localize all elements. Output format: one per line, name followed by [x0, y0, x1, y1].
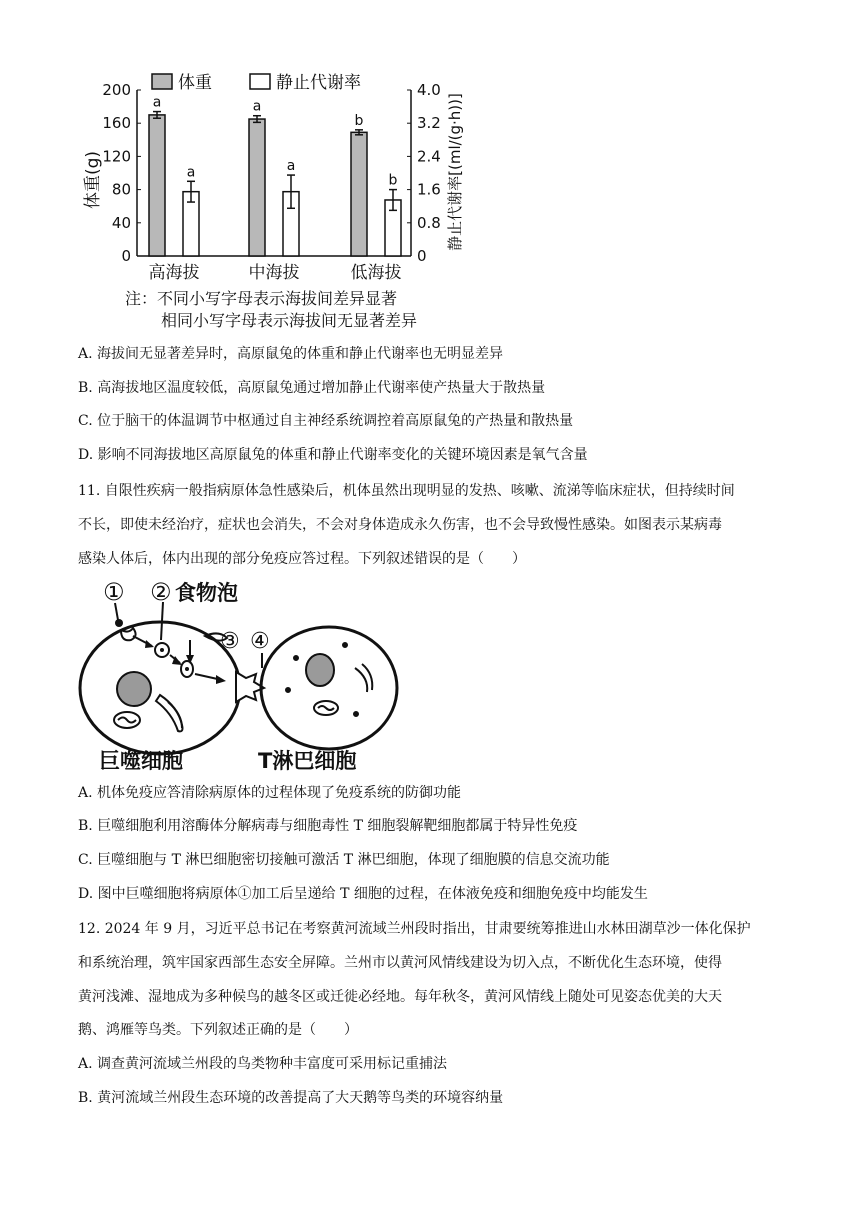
marker-4: ④ — [250, 629, 270, 654]
q10-option-d: D. 影响不同海拔地区高原鼠兔的体重和静止代谢率变化的关键环境因素是氧气含量 — [78, 447, 588, 463]
y-tick-label-left: 80 — [111, 180, 131, 199]
q11-option-b: B. 巨噬细胞利用溶酶体分解病毒与细胞毒性 T 细胞裂解靶细胞都属于特异性免疫 — [78, 818, 578, 834]
q11-stem-line1: 11. 自限性疾病一般指病原体急性感染后，机体虽然出现明显的发热、咳嗽、流涕等临床症状，但持续时间 — [78, 483, 735, 499]
significance-letter: b — [354, 112, 364, 129]
marker-3: ③ — [220, 629, 240, 654]
macrophage-cell — [80, 622, 240, 754]
immune-figure — [0, 570, 460, 780]
y-tick-label-left: 120 — [102, 147, 131, 166]
y-tick-label-right: 0.8 — [417, 213, 441, 232]
y-axis-label-left: 体重(g) — [83, 150, 103, 210]
x-tick-label: 中海拔 — [248, 263, 300, 283]
macrophage-label: 巨噬细胞 — [99, 749, 183, 773]
significance-letter: a — [252, 98, 262, 115]
legend-swatch — [152, 74, 172, 89]
t-cell-nucleus — [306, 654, 334, 686]
chart-note-line2: 相同小写字母表示海拔间无显著差异 — [161, 311, 418, 330]
y-tick-label-right: 4.0 — [417, 81, 441, 99]
significance-letter: a — [286, 158, 296, 175]
chart-note-line1: 注：不同小写字母表示海拔间差异显著 — [125, 289, 398, 308]
bar-weight — [351, 132, 367, 256]
q10-option-b: B. 高海拔地区温度较低，高原鼠兔通过增加静止代谢率使产热量大于散热量 — [78, 380, 546, 396]
q10-option-a: A. 海拔间无显著差异时，高原鼠兔的体重和静止代谢率也无明显差异 — [78, 346, 504, 362]
q12-stem-line2: 和系统治理，筑牢国家西部生态安全屏障。兰州市以黄河风情线建设为切入点，不断优化生态环境，使得 — [78, 955, 722, 971]
marker-1: ① — [103, 578, 125, 606]
q11-option-d: D. 图中巨噬细胞将病原体①加工后呈递给 T 细胞的过程，在体液免疫和细胞免疫中均能发生 — [78, 886, 648, 902]
pathogen-icon — [115, 603, 136, 640]
q12-option-a: A. 调查黄河流域兰州段的鸟类物种丰富度可采用标记重捕法 — [78, 1056, 448, 1072]
y-tick-label-left: 0 — [121, 247, 131, 265]
y-tick-label-right: 2.4 — [417, 147, 441, 166]
q12-stem-line3: 黄河浅滩、湿地成为多种候鸟的越冬区或迁徙必经地。每年秋冬，黄河风情线上随处可见姿态优美的大天 — [78, 989, 722, 1005]
t-cell-label: T淋巴细胞 — [258, 749, 357, 773]
y-tick-label-right: 0 — [417, 247, 427, 265]
q12-stem-line4: 鹅、鸿雁等鸟类。下列叙述正确的是（ ） — [78, 1022, 358, 1038]
bar-chart — [0, 0, 860, 340]
significance-letter: a — [152, 94, 162, 111]
q11-stem-line3: 感染人体后，体内出现的部分免疫应答过程。下列叙述错误的是（ ） — [78, 551, 526, 567]
x-tick-label: 高海拔 — [148, 263, 200, 283]
significance-letter: b — [388, 172, 398, 189]
macrophage-nucleus — [117, 672, 151, 706]
q11-option-c: C. 巨噬细胞与 T 淋巴细胞密切接触可激活 T 淋巴细胞，体现了细胞膜的信息交流功能 — [78, 852, 610, 868]
legend-label: 静止代谢率 — [276, 73, 361, 93]
y-tick-label-left: 200 — [102, 81, 131, 99]
y-tick-label-right: 1.6 — [417, 180, 441, 199]
marker-2: ② — [150, 578, 172, 606]
food-vacuole-label: 食物泡 — [175, 581, 238, 605]
q12-option-b: B. 黄河流域兰州段生态环境的改善提高了大天鹅等鸟类的环境容纳量 — [78, 1090, 504, 1106]
y-tick-label-left: 160 — [102, 114, 131, 133]
bar-weight — [149, 115, 165, 256]
y-tick-label-right: 3.2 — [417, 114, 441, 133]
q12-stem-line1: 12. 2024 年 9 月，习近平总书记在考察黄河流域兰州段时指出，甘肃要统筹推进山水林田湖草沙一体化保护 — [78, 921, 751, 937]
significance-letter: a — [186, 164, 196, 181]
y-axis-label-right: 静止代谢率[(ml/(g·h))] — [446, 93, 464, 251]
legend-label: 体重 — [178, 73, 212, 93]
x-tick-label: 低海拔 — [350, 263, 402, 283]
q10-option-c: C. 位于脑干的体温调节中枢通过自主神经系统调控着高原鼠兔的产热量和散热量 — [78, 413, 574, 429]
q11-option-a: A. 机体免疫应答清除病原体的过程体现了免疫系统的防御功能 — [78, 785, 462, 801]
legend-swatch — [250, 74, 270, 89]
t-cell — [261, 627, 397, 749]
q11-stem-line2: 不长，即使未经治疗，症状也会消失，不会对身体造成永久伤害，也不会导致慢性感染。如图表示某病毒 — [78, 517, 722, 533]
food-vacuole-icon — [133, 602, 193, 677]
y-tick-label-left: 40 — [111, 213, 131, 232]
bar-weight — [249, 119, 265, 256]
